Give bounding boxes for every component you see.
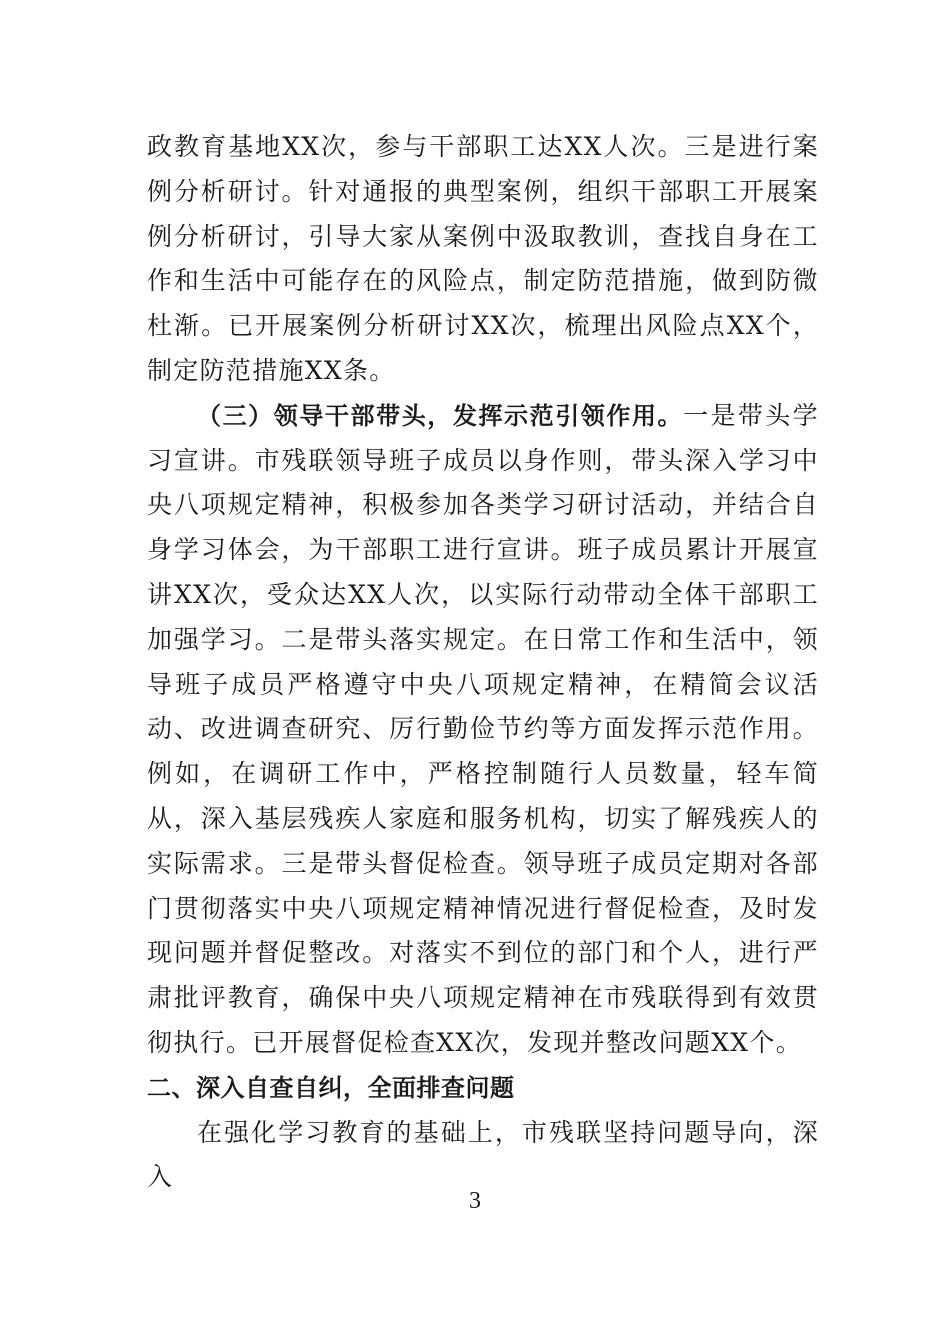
section-heading: 二、深入自查自纠，全面排查问题: [147, 1073, 515, 1102]
page-number: 3: [469, 1188, 481, 1214]
paragraph-continued: 政教育基地XX次，参与干部职工达XX人次。三是进行案例分析研讨。针对通报的典型案例，组织干部职工开展案例分析研讨，引导大家从案例中汲取教训，查找自身在工作和生活中可能存在的风险点，制定防范措施，做到防微杜渐。已开展案例分析研讨XX次，梳理出风险点XX个，制定防范措施XX条。: [147, 132, 819, 385]
subsection-heading: （三）领导干部带头，发挥示范引领作用。: [197, 401, 684, 430]
paragraph-section2-intro: 在强化学习教育的基础上，市残联坚持问题导向，深入: [147, 1117, 819, 1192]
paragraph-leadership: [147, 394, 819, 1066]
page-content: [147, 125, 819, 1200]
paragraph-leadership-body: 一是带头学习宣讲。市残联领导班子成员以身作则，带头深入学习中央八项规定精神，积极参加各类学习研讨活动，并结合自身学习体会，为干部职工进行宣讲。班子成员累计开展宣讲XX次，受众达XX人次，以实际行动带动全体干部职工加强学习。二是带头落实规定。在日常工作和生活中，领导班子成员严格遵守中央八项规定精神，在精简会议活动、改进调查研究、厉行勤俭节约等方面发挥示范作用。例如，在调研工作中，严格控制随行人员数量，轻车简从，深入基层残疾人家庭和服务机构，切实了解残疾人的实际需求。三是带头督促检查。领导班子成员定期对各部门贯彻落实中央八项规定精神情况进行督促检查，及时发现问题并督促整改。对落实不到位的部门和个人，进行严肃批评教育，确保中央八项规定精神在市残联得到有效贯彻执行。已开展督促检查XX次，发现并整改问题XX个。: [147, 400, 819, 1057]
